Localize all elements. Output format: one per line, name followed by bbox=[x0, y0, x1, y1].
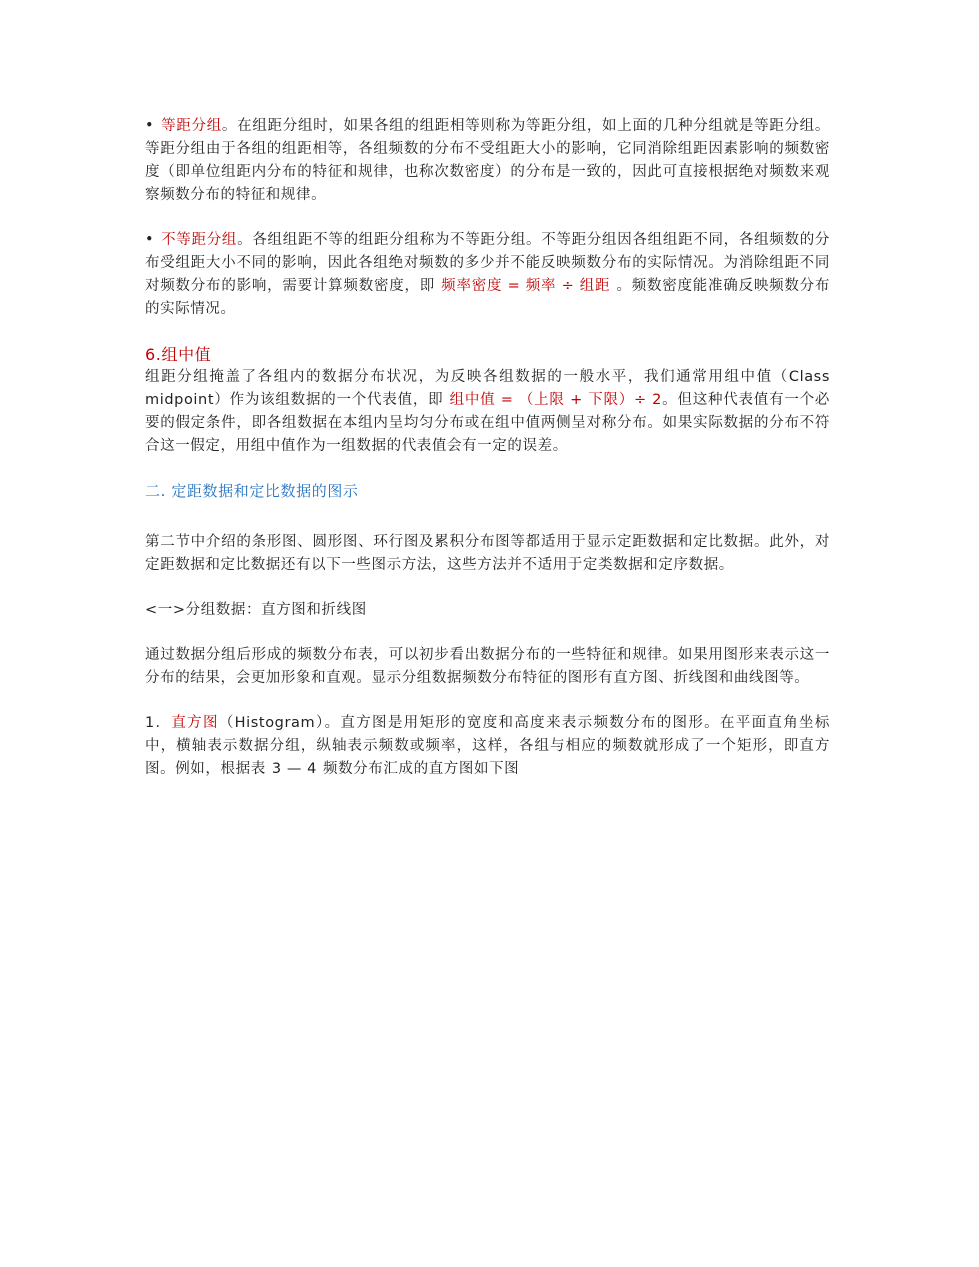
table-reference: 3 — 4 bbox=[271, 761, 317, 777]
bullet-icon: • bbox=[145, 118, 155, 134]
paragraph-text: 。频数密度能准确反映频数分布的实际情况。 bbox=[145, 278, 830, 317]
paren-close: ） bbox=[315, 715, 325, 731]
paragraph-histogram bbox=[145, 712, 830, 781]
subheading-text: 分组数据：直方图和折线图 bbox=[185, 602, 367, 618]
paragraph-text: 。直方图是用矩形的宽度和高度来表示频数分布的图形。在平面直角坐标中，横轴表示数据分组，纵轴表示频数或频率，这样，各组与相应的频数就形成了一个矩形，即直方图。例如，根据表 bbox=[145, 715, 830, 777]
term-unequal-interval: 不等距分组 bbox=[161, 232, 238, 248]
paragraph-frequency-table: 通过数据分组后形成的频数分布表，可以初步看出数据分布的一些特征和规律。如果用图形来表示这一分布的结果，会更加形象和直观。显示分组数据频数分布特征的图形有直方图、折线图和曲线图等。 bbox=[145, 647, 830, 686]
english-term: Histogram bbox=[234, 715, 316, 731]
paragraph-text: 组距分组掩盖了各组内的数据分布状况，为反映各组数据的一般水平，我们通常用组中值（ bbox=[145, 369, 789, 385]
paren-open: （ bbox=[218, 715, 235, 731]
paragraph-equal-interval bbox=[145, 115, 830, 207]
heading-number: 6. bbox=[145, 345, 162, 364]
bullet-icon: • bbox=[145, 232, 155, 248]
paragraph-midpoint bbox=[145, 366, 830, 458]
formula-midpoint: 组中值 = （上限 + 下限）÷ 2 bbox=[449, 392, 662, 408]
item-number: 1． bbox=[145, 715, 172, 731]
subheading-grouped-data bbox=[145, 599, 830, 622]
section-title: 二. 定距数据和定比数据的图示 bbox=[145, 482, 359, 500]
paragraph-text: ）作为该组数据的一个代表值，即 bbox=[214, 392, 444, 408]
english-term: Class midpoint bbox=[145, 369, 830, 408]
paragraph-text: 。各组组距不等的组距分组称为不等距分组。不等距分组因各组组距不同，各组频数的分布受组距大小不同的影响，因此各组绝对频数的多少并不能反映频数分布的实际情况。为消除组距不同对频数分布的影响，需要计算频数密度，即 bbox=[145, 232, 831, 294]
paragraph-text: 频数分布汇成的直方图如下图 bbox=[322, 761, 520, 777]
paragraph-unequal-interval bbox=[145, 229, 830, 321]
subheading-marker: <一> bbox=[145, 602, 186, 618]
document-content bbox=[145, 115, 830, 803]
heading-text: 组中值 bbox=[161, 345, 212, 364]
formula-density: 频率密度 = 频率 ÷ 组距 bbox=[441, 278, 611, 294]
term-equal-interval: 等距分组 bbox=[161, 118, 222, 134]
heading-midpoint bbox=[145, 343, 830, 366]
term-histogram: 直方图 bbox=[171, 715, 219, 731]
paragraph-intro: 第二节中介绍的条形图、圆形图、环行图及累积分布图等都适用于显示定距数据和定比数据。此外，对定距数据和定比数据还有以下一些图示方法，这些方法并不适用于定类数据和定序数据。 bbox=[145, 534, 830, 573]
paragraph-text: 。在组距分组时，如果各组的组距相等则称为等距分组，如上面的几种分组就是等距分组。等距分组由于各组的组距相等，各组频数的分布不受组距大小的影响，它同消除组距因素影响的频数密度（即单位组距内分布的特征和规律，也称次数密度）的分布是一致的，因此可直接根据绝对频数来观察频数分布的特征和规律。 bbox=[145, 118, 830, 203]
paragraph-text: 。但这种代表值有一个必要的假定条件，即各组数据在本组内呈均匀分布或在组中值两侧呈对称分布。如果实际数据的分布不符合这一假定，用组中值作为一组数据的代表值会有一定的误差。 bbox=[145, 392, 830, 454]
